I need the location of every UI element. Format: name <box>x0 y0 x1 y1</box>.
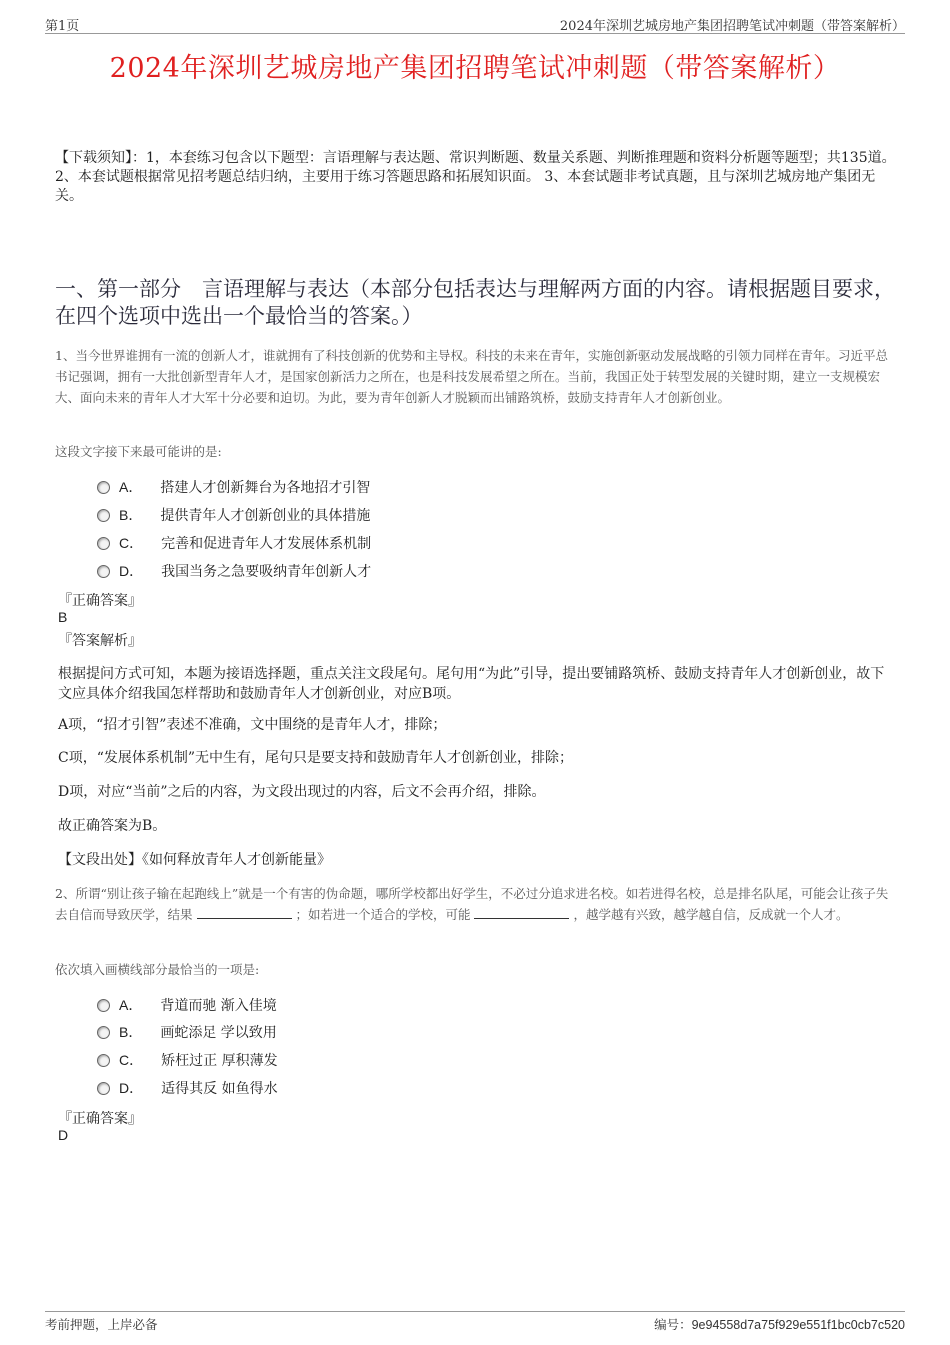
radio-icon[interactable] <box>97 1026 110 1039</box>
question-1-option-c[interactable] <box>97 533 371 553</box>
question-2-answer-label: 『正确答案』 <box>58 1111 142 1127</box>
radio-icon[interactable] <box>97 999 110 1012</box>
question-2-option-c[interactable] <box>97 1050 278 1070</box>
analysis-paragraph: D项，对应“当前”之后的内容，为文段出现过的内容，后文不会再介绍，排除。 <box>58 784 546 800</box>
option-letter: C． <box>119 1052 144 1068</box>
fill-blank-2[interactable] <box>474 906 569 919</box>
page-title: 2024年深圳艺城房地产集团招聘笔试冲刺题（带答案解析） <box>109 53 841 84</box>
section-heading: 一、第一部分 言语理解与表达（本部分包括表达与理解两方面的内容。请根据题目要求，在四个选项中选出一个最恰当的答案。） <box>55 277 895 328</box>
radio-icon[interactable] <box>97 1054 110 1067</box>
option-text: 搭建人才创新舞台为各地招才引智 <box>160 480 371 496</box>
analysis-paragraph: 根据提问方式可知，本题为接语选择题，重点关注文段尾句。尾句用“为此”引导，提出要铺路筑桥、鼓励支持青年人才创新创业，故下文应具体介绍我国怎样帮助和鼓励青年人才创新创业，对应B项。 <box>58 666 885 702</box>
radio-icon[interactable] <box>97 481 110 494</box>
question-1-option-a[interactable] <box>97 477 370 497</box>
question-1-text: 1、当今世界谁拥有一流的创新人才，谁就拥有了科技创新的优势和主导权。科技的未来在青年，实施创新驱动发展战略的引领力同样在青年。习近平总书记强调，拥有一大批创新型青年人才，是国家创新活力之所在，也是科技发展希望之所在。当前，我国正处于转型发展的关键时期，建立一支规模宏大、面向未来的青年人才大军十分必要和迫切。为此，要为青年创新人才脱颖而出铺路筑桥，鼓励支持青年人才创新创业。 <box>55 348 888 405</box>
option-text: 完善和促进青年人才发展体系机制 <box>161 536 372 552</box>
option-text: 我国当务之急要吸纳青年创新人才 <box>161 564 372 580</box>
option-letter: A． <box>119 479 143 495</box>
option-text: 适得其反 如鱼得水 <box>161 1081 278 1097</box>
analysis-paragraph: A项，“招才引智”表述不准确，文中围绕的是青年人才，排除； <box>58 717 447 733</box>
header-page-number: 第1页 <box>45 19 80 34</box>
footer-code-value: 9e94558d7a75f929e551f1bc0cb7c520 <box>691 1318 905 1332</box>
question-2-prompt: 依次填入画横线部分最恰当的一项是: <box>55 962 260 977</box>
question-1-answer: B <box>58 609 68 625</box>
option-letter: B． <box>119 507 143 523</box>
radio-icon[interactable] <box>97 509 110 522</box>
question-2-option-a[interactable] <box>97 995 277 1015</box>
question-1-analysis-label: 『答案解析』 <box>58 633 142 649</box>
question-2-answer: D <box>58 1127 69 1143</box>
header-document-title: 2024年深圳艺城房地产集团招聘笔试冲刺题（带答案解析） <box>559 19 905 34</box>
header-divider <box>45 33 905 34</box>
question-1-prompt: 这段文字接下来最可能讲的是: <box>55 444 222 459</box>
option-text: 画蛇添足 学以致用 <box>160 1025 277 1041</box>
question-2-text-part: ；如若进一个适合的学校，可能 <box>295 907 471 922</box>
option-text: 矫枉过正 厚积薄发 <box>161 1053 278 1069</box>
footer-slogan: 考前押题，上岸必备 <box>45 1317 158 1332</box>
analysis-conclusion: 故正确答案为B。 <box>58 818 167 834</box>
radio-icon[interactable] <box>97 537 110 550</box>
question-1-answer-label: 『正确答案』 <box>58 593 142 609</box>
option-text: 提供青年人才创新创业的具体措施 <box>160 508 371 524</box>
footer-divider <box>45 1311 905 1312</box>
source-citation: 【文段出处】《如何释放青年人才创新能量》 <box>58 852 331 868</box>
download-notice: 【下载须知】：1，本套练习包含以下题型：言语理解与表达题、常识判断题、数量关系题、判断推理题和资料分析题等题型；共135道。 2、本套试题根据常见招考题总结归纳，主要用于练习答题思路和拓展知识面。 3、本套试题非考试真题，且与深圳艺城房地产集团无关。 <box>55 150 896 204</box>
question-2-option-d[interactable] <box>97 1078 278 1098</box>
fill-blank-1[interactable] <box>197 906 292 919</box>
footer-document-code <box>654 1315 905 1333</box>
option-letter: D． <box>119 1080 144 1096</box>
question-2-text-part: ，越学越有兴致，越学越自信，反成就一个人才。 <box>573 907 849 922</box>
question-1-option-d[interactable] <box>97 561 371 581</box>
option-text: 背道而驰 渐入佳境 <box>160 998 277 1014</box>
radio-icon[interactable] <box>97 1082 110 1095</box>
option-letter: C． <box>119 535 144 551</box>
analysis-paragraph: C项，“发展体系机制”无中生有，尾句只是要支持和鼓励青年人才创新创业，排除； <box>58 750 574 766</box>
radio-icon[interactable] <box>97 565 110 578</box>
option-letter: D． <box>119 563 144 579</box>
question-2-text <box>55 883 900 925</box>
option-letter: A． <box>119 997 143 1013</box>
question-2-text-part: 2、所谓“别让孩子输在起跑线上”就是一个有害的伪命题，哪所学校都出好学生，不必过分追求进名校。如若进得名校，总是排名队尾，可能会让孩子失去自信而导致厌学，结果 <box>55 886 889 922</box>
footer-code-label: 编号： <box>654 1317 692 1332</box>
question-1-option-b[interactable] <box>97 505 370 525</box>
question-2-option-b[interactable] <box>97 1022 277 1042</box>
option-letter: B． <box>119 1024 143 1040</box>
